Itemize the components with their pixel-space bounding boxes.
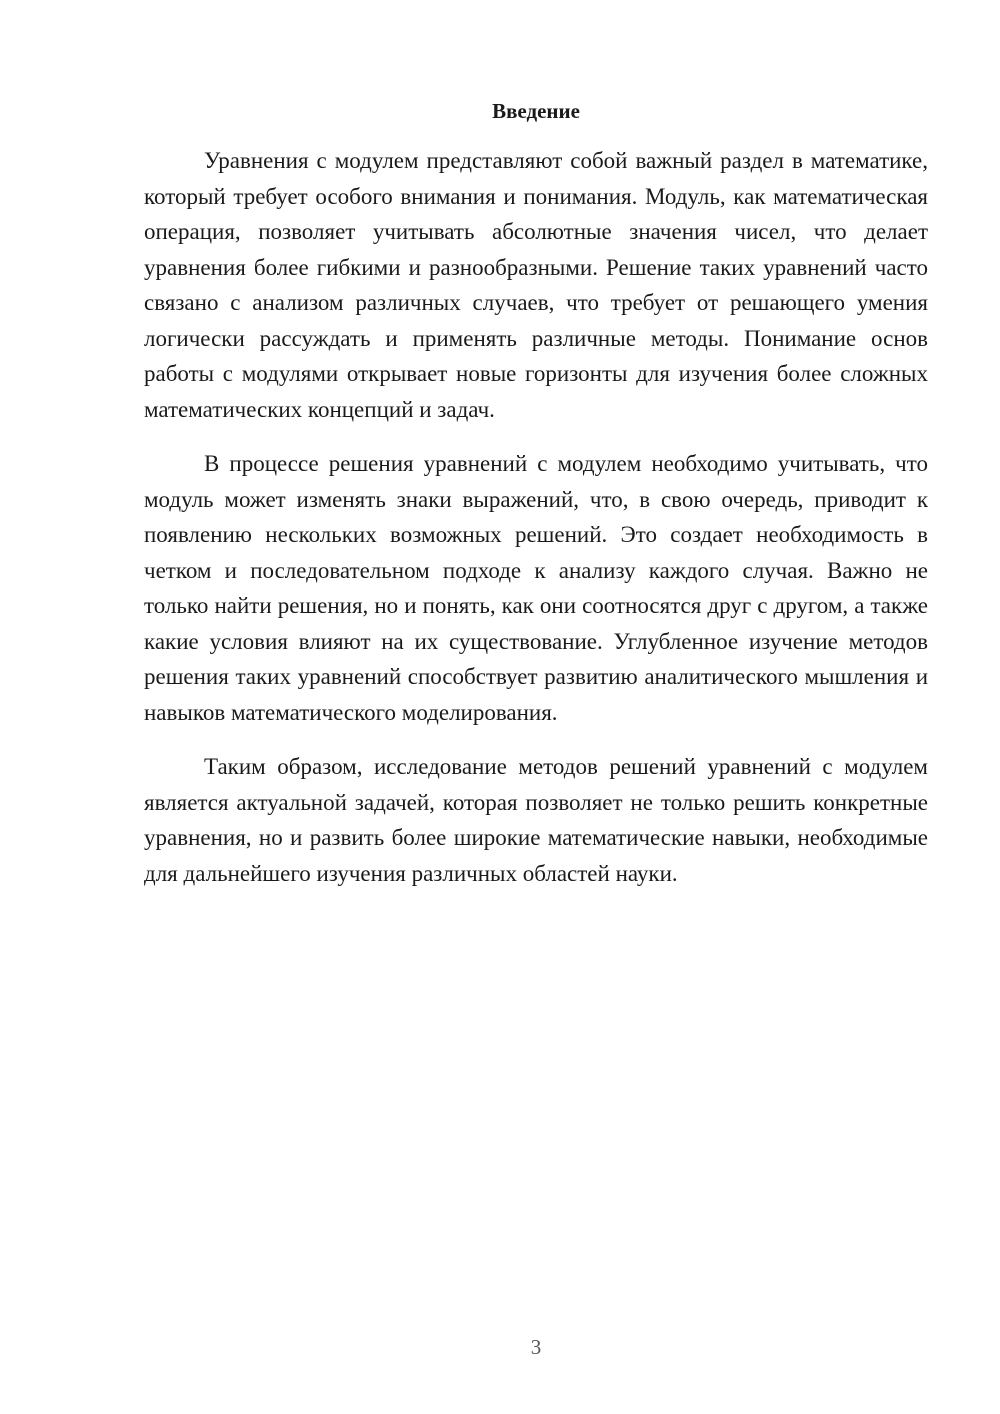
paragraph-2: В процессе решения уравнений с модулем необходимо учитывать, что модуль может изменять знаки выражений, что, в свою очередь, приводит к появлению нескольких возможных решений. Это создает необходимость в четком и последовательном подходе к анализу каждого случая. Важно не только найти решения, но и понять, как они соотносятся друг с другом, а также какие условия влияют на их существование. Углубленное изучение методов решения таких уравнений способствует развитию аналитического мышления и навыков математического моделирования. xyxy=(144,451,928,725)
page-number: 3 xyxy=(530,1335,542,1359)
body-text xyxy=(144,143,928,891)
paragraph-3: Таким образом, исследование методов решений уравнений с модулем является актуальной задачей, которая позволяет не только решить конкретные уравнения, но и развить более широкие математические навыки, необходимые для дальнейшего изучения различных областей науки. xyxy=(144,754,928,886)
section-heading: Введение xyxy=(492,99,580,123)
paragraph-1: Уравнения с модулем представляют собой важный раздел в математике, который требует особого внимания и понимания. Модуль, как математическая операция, позволяет учитывать абсолютные значения чисел, что делает уравнения более гибкими и разнообразными. Решение таких уравнений часто связано с анализом различных случаев, что требует от решающего умения логически рассуждать и применять различные методы. Понимание основ работы с модулями открывает новые горизонты для изучения более сложных математических концепций и задач. xyxy=(144,148,928,422)
